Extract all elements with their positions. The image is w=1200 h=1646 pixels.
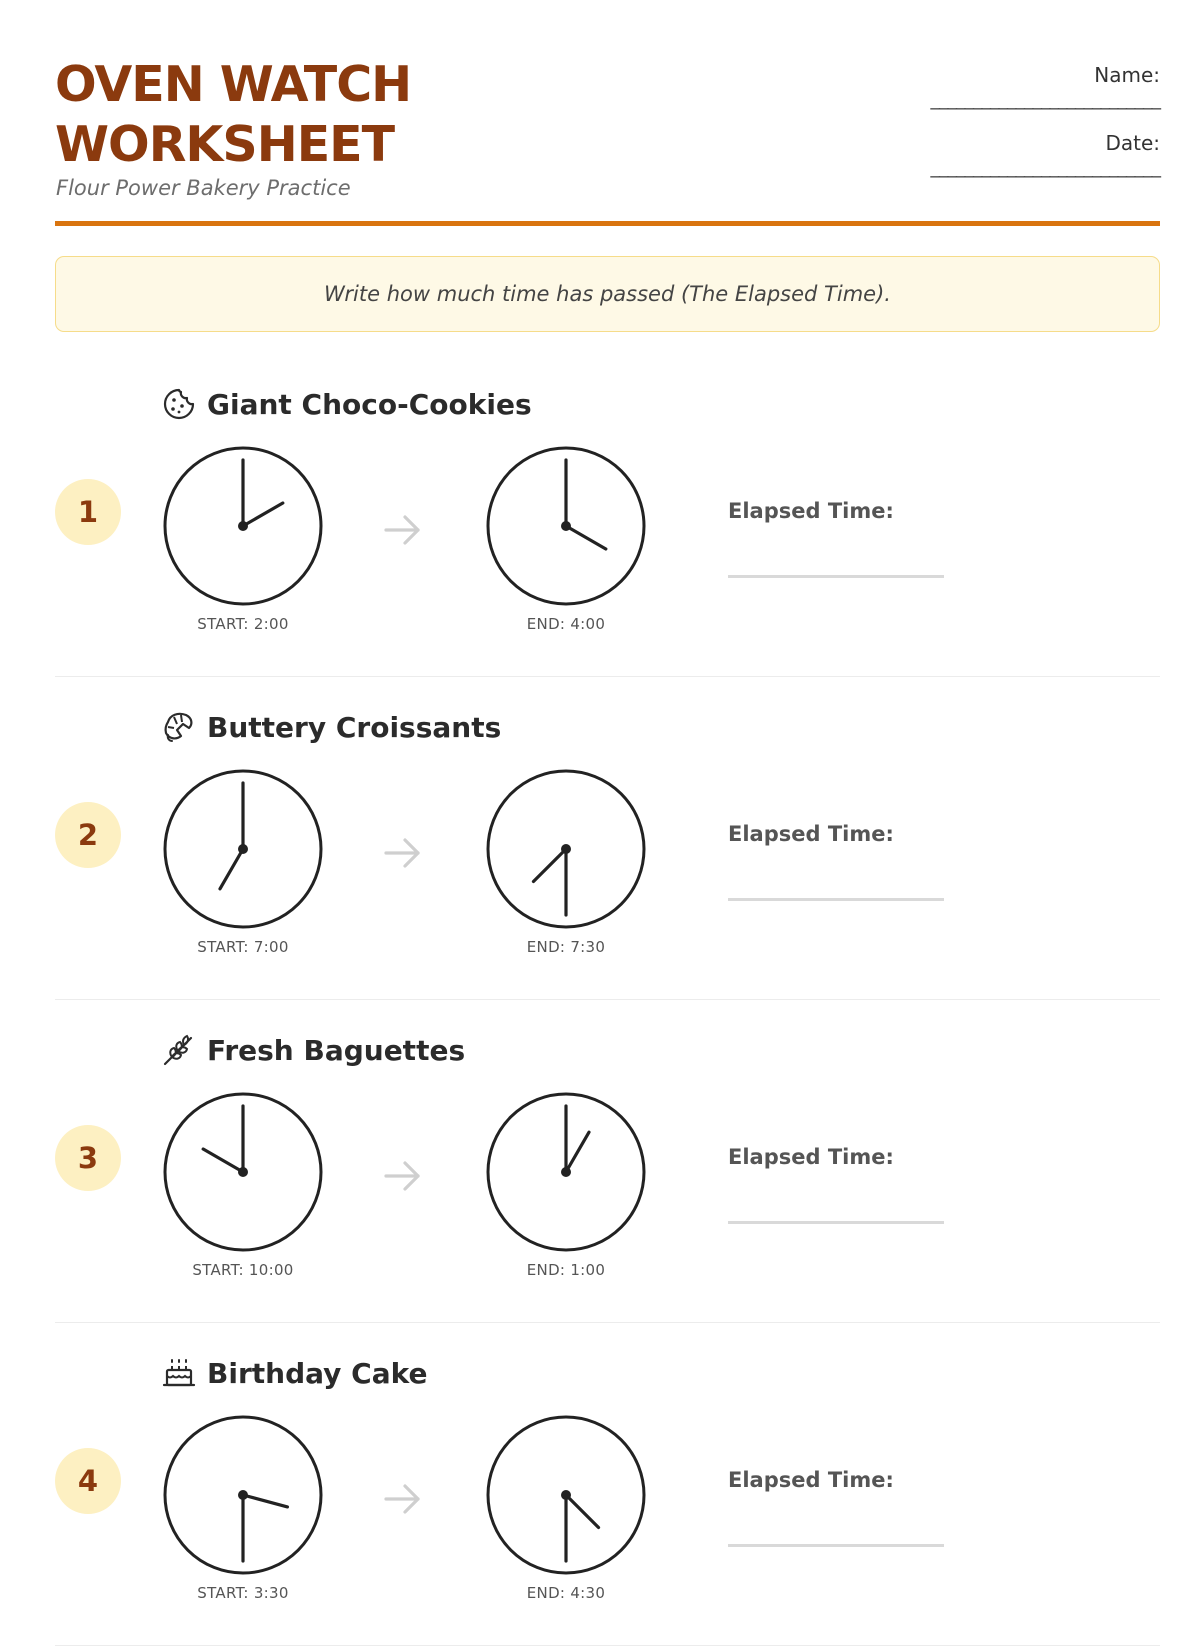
problem-1	[55, 354, 1160, 677]
arrow-right-icon	[382, 832, 424, 874]
end-clock-face	[484, 444, 648, 608]
croissant-icon	[162, 710, 196, 744]
date-label: Date:	[1105, 131, 1160, 155]
hour-hand	[203, 1149, 243, 1172]
start-clock-face	[161, 1413, 325, 1577]
worksheet-title	[55, 55, 411, 175]
problem-number-badge: 4	[55, 1448, 121, 1514]
end-clock	[484, 1413, 648, 1577]
start-time-label: START: 3:30	[197, 1584, 289, 1602]
elapsed-time-answer-line[interactable]	[728, 898, 944, 901]
elapsed-time-label: Elapsed Time:	[728, 1145, 894, 1169]
elapsed-time-answer-line[interactable]	[728, 1544, 944, 1547]
hour-hand	[566, 526, 606, 549]
name-field[interactable]: ___________________________	[930, 88, 1160, 110]
worksheet-subtitle: Flour Power Bakery Practice	[56, 176, 351, 200]
end-clock	[484, 444, 648, 608]
end-clock	[484, 1090, 648, 1254]
end-time-label: END: 4:00	[526, 615, 606, 633]
hour-hand	[243, 503, 283, 526]
problem-number-badge: 3	[55, 1125, 121, 1191]
problem-heading	[162, 707, 501, 747]
start-clock-face	[161, 767, 325, 931]
elapsed-time-label: Elapsed Time:	[728, 1468, 894, 1492]
hour-hand	[566, 1132, 589, 1172]
problem-number-badge: 2	[55, 802, 121, 868]
end-clock-face	[484, 1413, 648, 1577]
start-time-label: START: 10:00	[192, 1261, 294, 1279]
header-divider	[55, 221, 1160, 226]
title-line-2: WORKSHEET	[55, 116, 395, 173]
problem-heading	[162, 1030, 465, 1070]
worksheet-header	[55, 0, 1160, 230]
problem-4	[55, 1323, 1160, 1646]
end-time-label: END: 7:30	[526, 938, 606, 956]
end-clock-face	[484, 1090, 648, 1254]
hour-hand	[533, 849, 566, 882]
problem-heading	[162, 1353, 427, 1393]
problem-number-badge: 1	[55, 479, 121, 545]
arrow-right-icon	[382, 509, 424, 551]
instruction-banner	[55, 256, 1160, 332]
end-time-label: END: 1:00	[526, 1261, 606, 1279]
elapsed-time-answer-line[interactable]	[728, 1221, 944, 1224]
elapsed-time-answer-line[interactable]	[728, 575, 944, 578]
student-info	[800, 62, 1160, 198]
problem-2	[55, 677, 1160, 1000]
end-clock	[484, 767, 648, 931]
hour-hand	[566, 1495, 599, 1528]
start-time-label: START: 7:00	[197, 938, 289, 956]
instruction-text: Write how much time has passed (The Elapsed Time).	[324, 282, 891, 306]
cake-icon	[162, 1356, 196, 1390]
problem-item-name: Buttery Croissants	[207, 710, 502, 744]
wheat-icon	[162, 1033, 196, 1067]
start-clock	[161, 767, 325, 931]
problem-3	[55, 1000, 1160, 1323]
cookie-icon	[162, 387, 196, 421]
arrow-right-icon	[382, 1478, 424, 1520]
start-clock	[161, 1413, 325, 1577]
start-clock	[161, 444, 325, 608]
date-field[interactable]: ___________________________	[930, 156, 1160, 178]
name-label: Name:	[1094, 63, 1160, 87]
end-time-label: END: 4:30	[526, 1584, 606, 1602]
hour-hand	[243, 1495, 287, 1507]
start-clock-face	[161, 1090, 325, 1254]
problem-heading	[162, 384, 532, 424]
worksheet-page	[55, 0, 1160, 1600]
title-line-1: OVEN WATCH	[55, 56, 412, 113]
problem-item-name: Giant Choco-Cookies	[207, 387, 532, 421]
end-clock-face	[484, 767, 648, 931]
problem-item-name: Birthday Cake	[207, 1356, 428, 1390]
elapsed-time-label: Elapsed Time:	[728, 822, 894, 846]
elapsed-time-label: Elapsed Time:	[728, 499, 894, 523]
start-time-label: START: 2:00	[197, 615, 289, 633]
start-clock	[161, 1090, 325, 1254]
start-clock-face	[161, 444, 325, 608]
arrow-right-icon	[382, 1155, 424, 1197]
hour-hand	[220, 849, 243, 889]
problem-item-name: Fresh Baguettes	[207, 1033, 466, 1067]
